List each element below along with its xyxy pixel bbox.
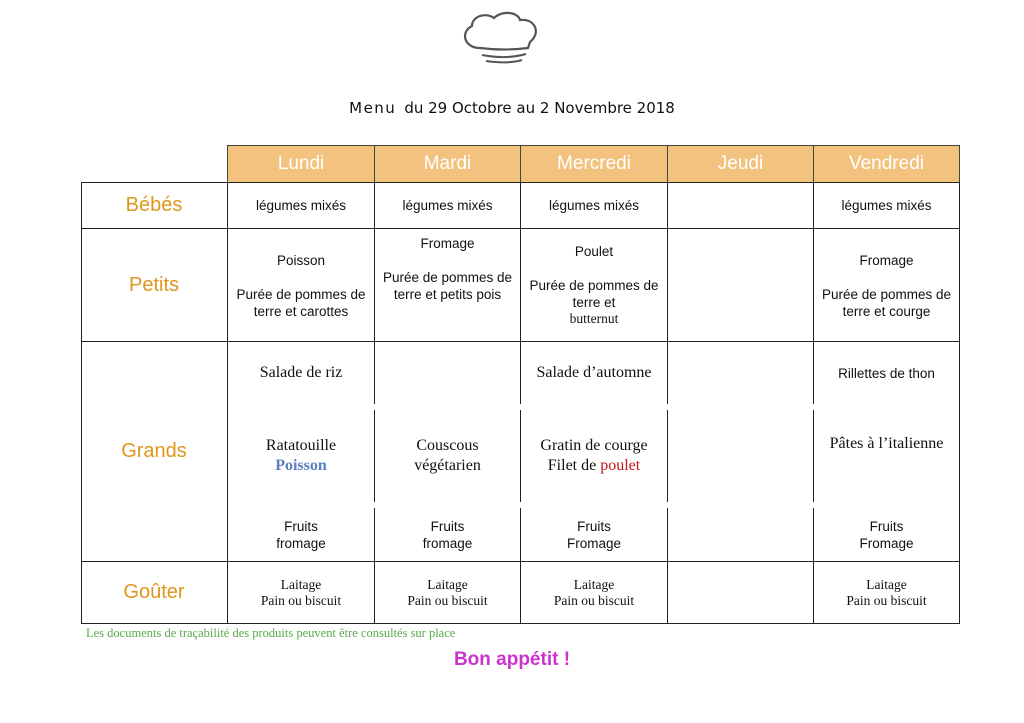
cell-bebes-jeudi xyxy=(668,183,813,228)
table-line xyxy=(667,508,668,624)
page-title: Menu du 29 Octobre au 2 Novembre 2018 xyxy=(349,99,675,117)
cell-petits-mardi: Fromage Purée de pommes de terre et petits pois xyxy=(382,236,513,302)
cell-grands-dessert-mardi: Fruits fromage xyxy=(422,518,473,551)
table-line xyxy=(667,410,668,502)
cell-gouter-vendredi: Laitage Pain ou biscuit xyxy=(846,576,927,608)
row-label-petits: Petits xyxy=(128,273,180,296)
cell-petits-vendredi: Fromage Purée de pommes de terre et courge xyxy=(821,253,952,319)
cell-grands-plat-vendredi: Pâtes à l’italienne xyxy=(829,435,944,452)
cell-bebes-lundi: légumes mixés xyxy=(255,198,347,213)
cell-grands-dessert-vendredi: Fruits Fromage xyxy=(859,518,914,551)
cell-grands-plat-mercredi: Gratin de courge Filet de poulet xyxy=(540,437,648,474)
day-header-lundi: Lundi xyxy=(227,145,375,183)
menu-table xyxy=(81,145,960,624)
cell-petits-mercredi: Poulet Purée de pommes de terre et butternut xyxy=(529,244,659,326)
day-header-mercredi: Mercredi xyxy=(520,145,668,183)
day-header-jeudi: Jeudi xyxy=(667,145,814,183)
cell-grands-plat-mardi: Couscous végétarien xyxy=(414,437,481,474)
cell-bebes-mercredi: légumes mixés xyxy=(548,198,640,213)
cell-grands-dessert-mercredi: Fruits Fromage xyxy=(566,518,622,551)
cell-grands-dessert-lundi: Fruits fromage xyxy=(276,518,326,551)
row-label-gouter: Goûter xyxy=(123,581,185,603)
chef-hat-icon xyxy=(458,10,544,66)
bon-appetit-greeting: Bon appétit ! xyxy=(453,649,571,670)
cell-gouter-mercredi: Laitage Pain ou biscuit xyxy=(553,576,635,608)
cell-bebes-vendredi: légumes mixés xyxy=(841,198,932,213)
cell-grands-entree-lundi: Salade de riz xyxy=(259,364,343,381)
day-header-vendredi: Vendredi xyxy=(813,145,960,183)
cell-bebes-mardi: légumes mixés xyxy=(402,198,493,213)
row-label-grands: Grands xyxy=(121,440,187,462)
cell-petits-lundi: Poisson Purée de pommes de terre et carottes xyxy=(236,253,366,319)
table-line xyxy=(959,182,960,624)
cell-grands-entree-mercredi: Salade d’automne xyxy=(536,364,652,381)
day-header-mardi: Mardi xyxy=(374,145,521,183)
cell-grands-entree-vendredi: Rillettes de thon xyxy=(838,365,935,381)
cell-gouter-lundi: Laitage Pain ou biscuit xyxy=(260,576,342,608)
cell-gouter-mardi: Laitage Pain ou biscuit xyxy=(407,576,488,608)
row-label-bebes: Bébés xyxy=(125,194,183,216)
traceability-note: Les documents de traçabilité des produits peuvent être consultés sur place xyxy=(86,626,456,640)
cell-grands-plat-lundi: Ratatouille Poisson xyxy=(265,437,337,474)
